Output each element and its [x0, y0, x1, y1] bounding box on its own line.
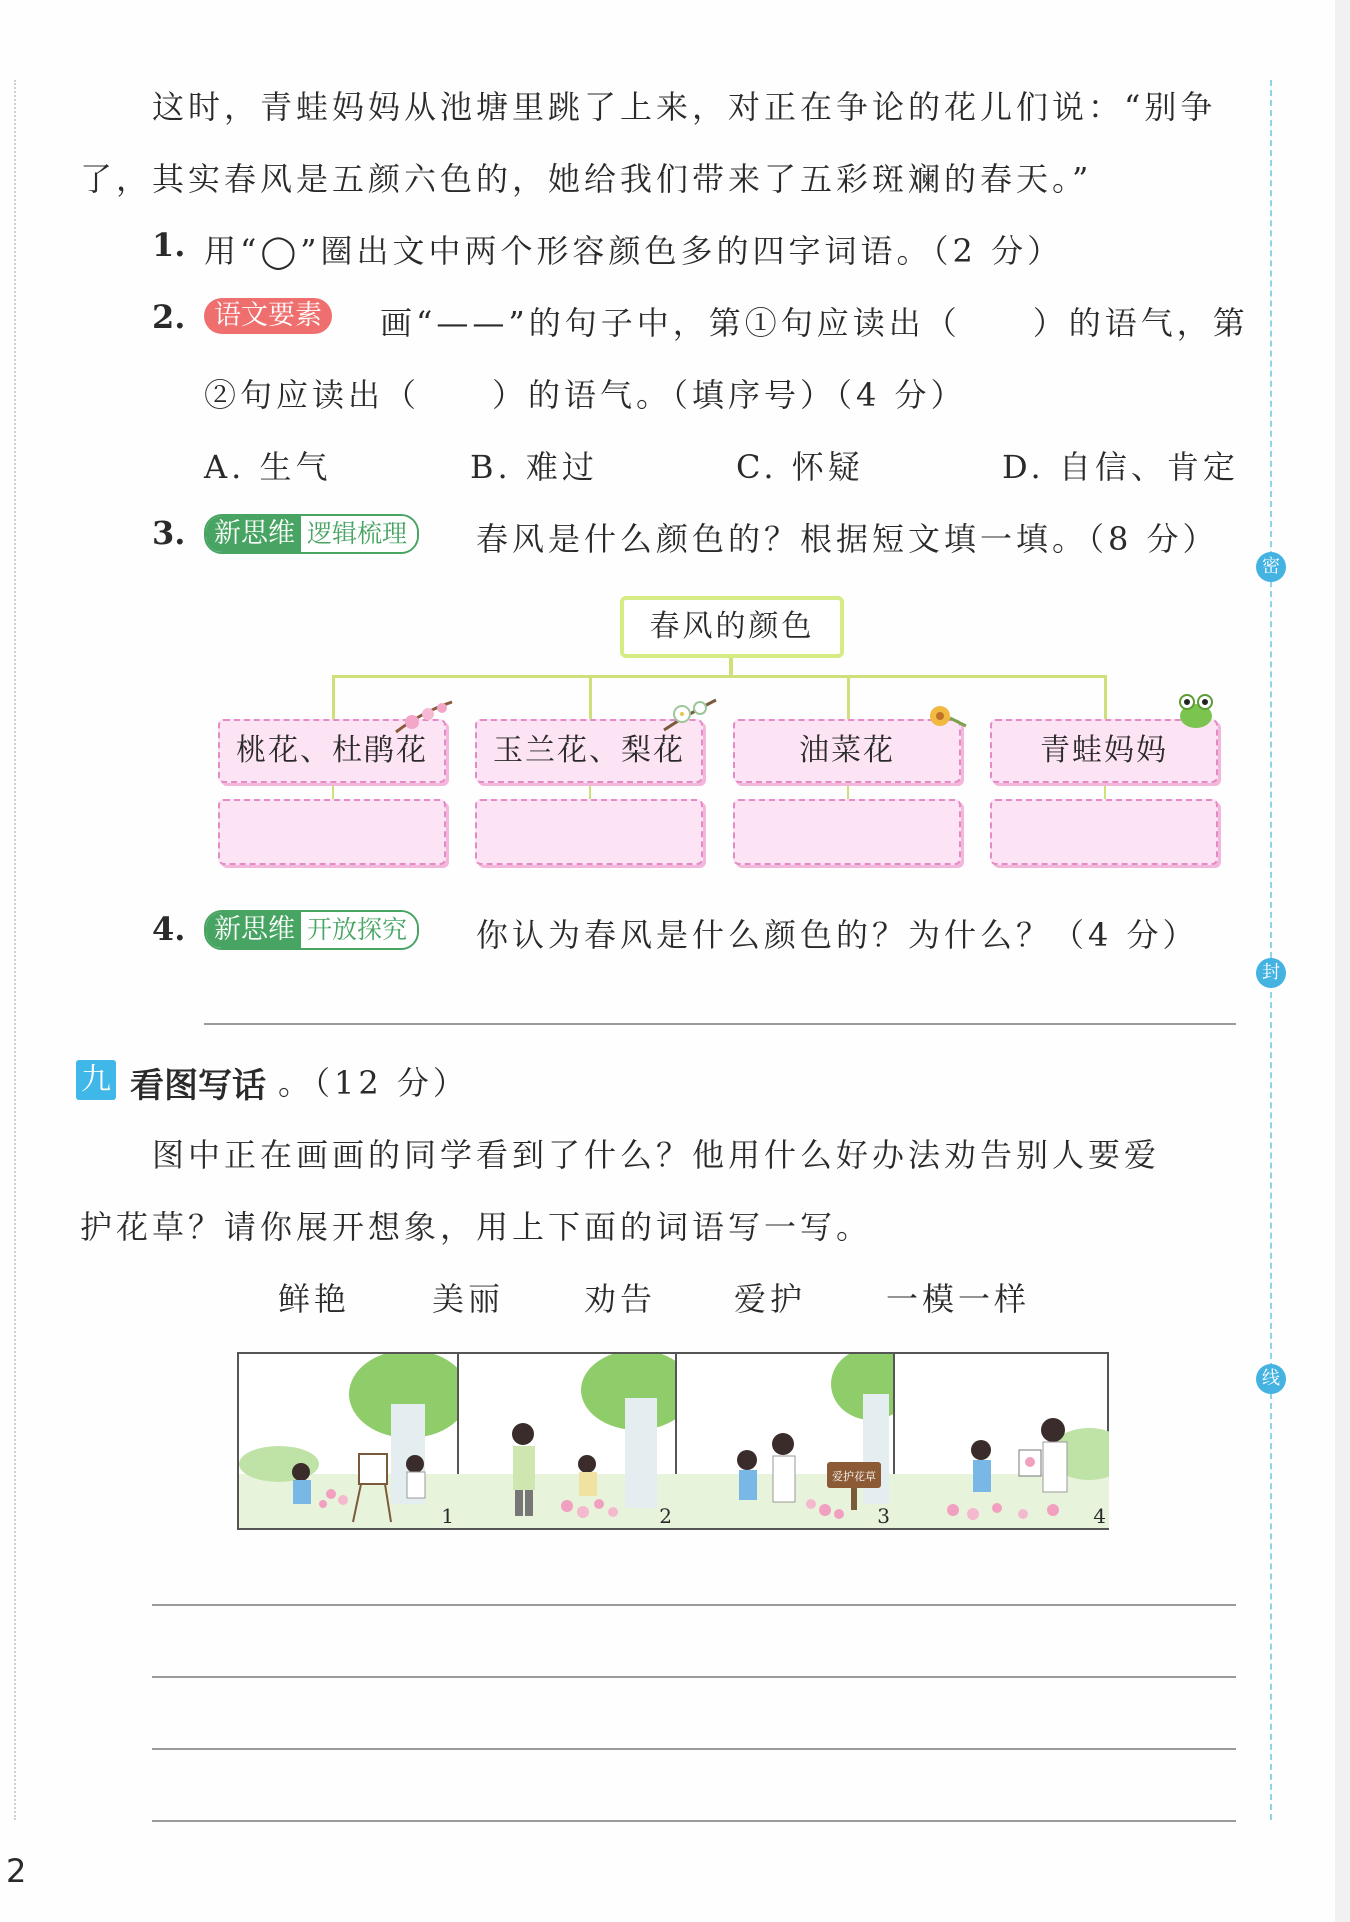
tag-sub: 逻辑梳理	[301, 516, 417, 552]
word-meili: 美丽	[432, 1280, 505, 1318]
answer-box-2[interactable]	[475, 799, 703, 865]
q2-line-2: ②句应读出（ ）的语气。（填序号）（4 分）	[204, 376, 967, 414]
q2-option-a	[204, 442, 331, 488]
section-nine-prompt-1: 图中正在画画的同学看到了什么？他用什么好办法劝告别人要爱	[152, 1136, 1161, 1174]
tag-main: 新思维	[206, 516, 301, 552]
panel-3-illustration	[675, 1354, 893, 1528]
q4-number: 4.	[152, 910, 186, 948]
word-yimoyiyang: 一模一样	[886, 1280, 1031, 1318]
comic-panel-4	[893, 1354, 1109, 1528]
q4-answer-line[interactable]	[204, 1023, 1236, 1025]
option-letter: D.	[1002, 448, 1045, 486]
section-nine-prompt-2: 护花草？请你展开想象，用上下面的词语写一写。	[80, 1208, 873, 1246]
seal-mark-xian: 线	[1256, 1364, 1286, 1394]
picture-comic-strip	[237, 1352, 1109, 1530]
pear-blossom-icon	[660, 694, 720, 738]
tag-main: 新思维	[206, 912, 301, 948]
q2-number: 2.	[152, 298, 186, 336]
writing-line-2[interactable]	[152, 1676, 1236, 1678]
page-number: 2	[6, 1852, 27, 1890]
panel-number: 2	[659, 1504, 672, 1528]
map-connector	[1104, 675, 1107, 719]
map-connector	[589, 675, 592, 719]
map-connector	[729, 658, 733, 676]
q2-tag-yuwen-yaosu: 语文要素	[204, 298, 332, 334]
passage-line-1: 这时，青蛙妈妈从池塘里跳了上来，对正在争论的花儿们说：“别争	[152, 88, 1217, 126]
word-xianyan: 鲜艳	[278, 1280, 351, 1318]
option-text: 生气	[259, 448, 332, 486]
q1-number: 1.	[152, 226, 186, 264]
q2-option-d	[1002, 442, 1239, 488]
q4-text: 你认为春风是什么颜色的？为什么？（4 分）	[476, 916, 1199, 954]
tag-sub: 开放探究	[301, 912, 417, 948]
map-connector	[589, 783, 591, 799]
writing-line-1[interactable]	[152, 1604, 1236, 1606]
option-text: 自信、肯定	[1058, 448, 1239, 486]
map-title: 春风的颜色	[620, 596, 844, 658]
q3-number: 3.	[152, 514, 186, 552]
q2-line-1: 画“——”的句子中，第①句应读出（ ）的语气，第	[380, 304, 1249, 342]
seal-mark-feng: 封	[1256, 958, 1286, 988]
option-letter: A.	[204, 448, 246, 486]
option-text: 怀疑	[791, 448, 864, 486]
answer-box-4[interactable]	[990, 799, 1218, 865]
word-aihu: 爱护	[734, 1280, 807, 1318]
panel-2-illustration	[457, 1354, 675, 1528]
word-quangao: 劝告	[584, 1280, 657, 1318]
panel-4-illustration	[893, 1354, 1109, 1528]
q3-tag-xin-siwei	[204, 514, 419, 554]
passage-line-2: 了，其实春风是五颜六色的，她给我们带来了五彩斑斓的春天。”	[80, 160, 1093, 198]
q3-text: 春风是什么颜色的？根据短文填一填。（8 分）	[476, 520, 1219, 558]
peach-blossom-icon	[392, 698, 456, 738]
map-connector	[847, 675, 850, 719]
writing-line-4[interactable]	[152, 1820, 1236, 1822]
answer-box-1[interactable]	[218, 799, 446, 865]
seal-line	[1270, 80, 1272, 1820]
q1-text: 用“◯”圈出文中两个形容颜色多的四字词语。（2 分）	[204, 232, 1064, 270]
map-connector	[1104, 783, 1106, 799]
writing-line-3[interactable]	[152, 1748, 1236, 1750]
map-connector	[332, 783, 334, 799]
comic-panel-2	[457, 1354, 677, 1528]
card-qingwa-mama: 青蛙妈妈	[990, 719, 1218, 783]
section-nine-title: 看图写话	[130, 1066, 266, 1106]
rapeseed-flower-icon	[922, 700, 970, 736]
comic-panel-1	[239, 1354, 459, 1528]
q2-option-b	[470, 442, 598, 488]
map-connector	[332, 675, 1106, 678]
answer-box-3[interactable]	[733, 799, 961, 865]
panel-1-illustration	[239, 1354, 457, 1528]
sign-text: 爱护花草	[832, 1470, 876, 1483]
card-taohua: 桃花、杜鹃花	[218, 719, 446, 783]
section-nine-badge: 九	[76, 1060, 116, 1100]
section-nine-score: 。（12 分）	[278, 1064, 469, 1102]
option-text: 难过	[525, 448, 598, 486]
frog-icon	[1176, 690, 1216, 730]
left-margin-line	[14, 80, 16, 1820]
panel-number: 4	[1093, 1504, 1106, 1528]
q4-tag-xin-siwei	[204, 910, 419, 950]
seal-mark-mi: 密	[1256, 552, 1286, 582]
map-connector	[332, 675, 335, 719]
panel-number: 1	[441, 1504, 454, 1528]
option-letter: B.	[470, 448, 512, 486]
comic-panel-3	[675, 1354, 895, 1528]
q2-option-c	[736, 442, 864, 488]
card-yulanhua: 玉兰花、梨花	[475, 719, 703, 783]
map-connector	[847, 783, 849, 799]
card-youcaihua: 油菜花	[733, 719, 961, 783]
panel-number: 3	[877, 1504, 890, 1528]
option-letter: C.	[736, 448, 778, 486]
